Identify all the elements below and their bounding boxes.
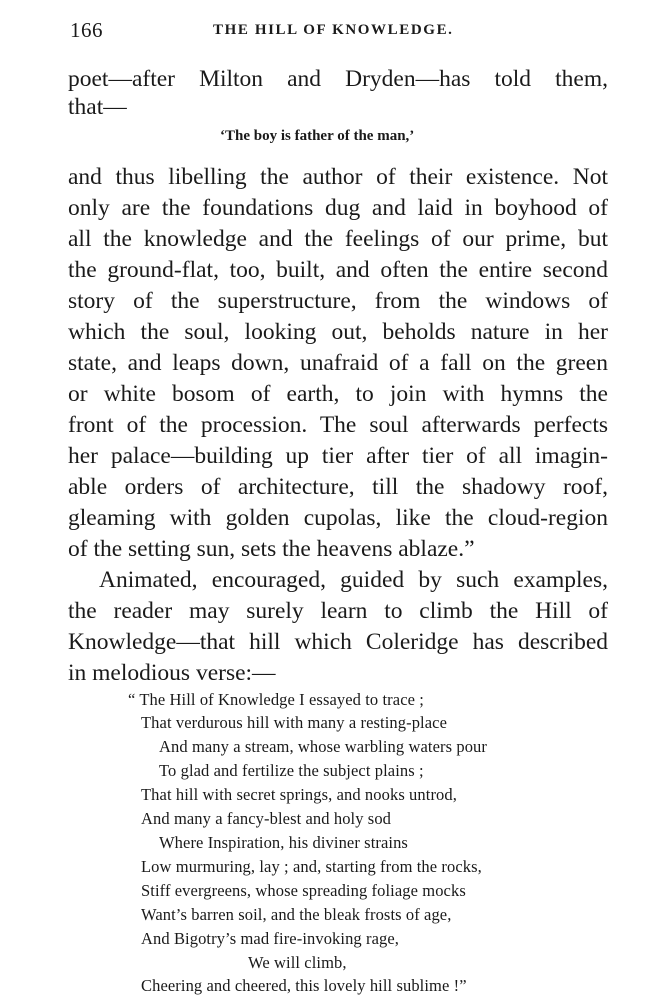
paragraph-line: state, and leaps down, unafraid of a fall on the green	[68, 350, 608, 376]
poem-line: That hill with secret springs, and nooks untrod,	[141, 785, 457, 804]
paragraph-line: gleaming with golden cupolas, like the cloud-region	[68, 505, 608, 531]
poem-line: We will climb,	[248, 953, 347, 972]
paragraph-line: all the knowledge and the feelings of our prime, but	[68, 226, 608, 252]
paragraph-line: or white bosom of earth, to join with hymns the	[68, 381, 608, 407]
poem-line: Low murmuring, lay ; and, starting from the rocks,	[141, 857, 482, 876]
paragraph-line: Knowledge—that hill which Coleridge has described	[68, 629, 608, 655]
paragraph-line: story of the superstructure, from the windows of	[68, 288, 608, 314]
paragraph-line: front of the procession. The soul afterwards perfects	[68, 412, 608, 438]
poem-line: Where Inspiration, his diviner strains	[159, 833, 408, 852]
poem-line: That verdurous hill with many a resting-place	[141, 713, 447, 732]
paragraph-line: that—	[68, 94, 127, 120]
poem-line: And many a fancy-blest and holy sod	[141, 809, 392, 828]
paragraph-line: of the setting sun, sets the heavens ablaze.”	[68, 536, 475, 562]
poem-line: Cheering and cheered, this lovely hill sublime !”	[141, 976, 467, 995]
poem-line: Stiff evergreens, whose spreading foliage mocks	[141, 881, 466, 900]
paragraph-line: able orders of architecture, till the shadowy roof,	[68, 474, 608, 500]
poem-line: Want’s barren soil, and the bleak frosts of age,	[141, 905, 452, 924]
page-number: 166	[70, 18, 103, 42]
epigraph-quote: ‘The boy is father of the man,’	[220, 128, 415, 144]
paragraph-line: the reader may surely learn to climb the Hill of	[68, 598, 608, 624]
poem-line: And many a stream, whose warbling waters pour	[159, 737, 487, 756]
running-title: THE HILL OF KNOWLEDGE.	[213, 22, 454, 38]
paragraph-line: only are the foundations dug and laid in boyhood of	[68, 195, 608, 221]
paragraph-line: her palace—building up tier after tier of all imagin-	[68, 443, 608, 469]
paragraph-line: Animated, encouraged, guided by such examples,	[99, 567, 608, 593]
poem-line: To glad and fertilize the subject plains ;	[159, 761, 424, 780]
paragraph-line: the ground-flat, too, built, and often the entire second	[68, 257, 608, 283]
poem-line: And Bigotry’s mad fire-invoking rage,	[141, 929, 400, 948]
poem-line: “ The Hill of Knowledge I essayed to trace ;	[128, 690, 424, 709]
paragraph-line: and thus libelling the author of their existence. Not	[68, 164, 608, 190]
paragraph-line: in melodious verse:—	[68, 660, 276, 686]
paragraph-line: which the soul, looking out, beholds nature in her	[68, 319, 608, 345]
page-header	[70, 18, 610, 48]
paragraph-line: poet—after Milton and Dryden—has told them,	[68, 66, 608, 92]
